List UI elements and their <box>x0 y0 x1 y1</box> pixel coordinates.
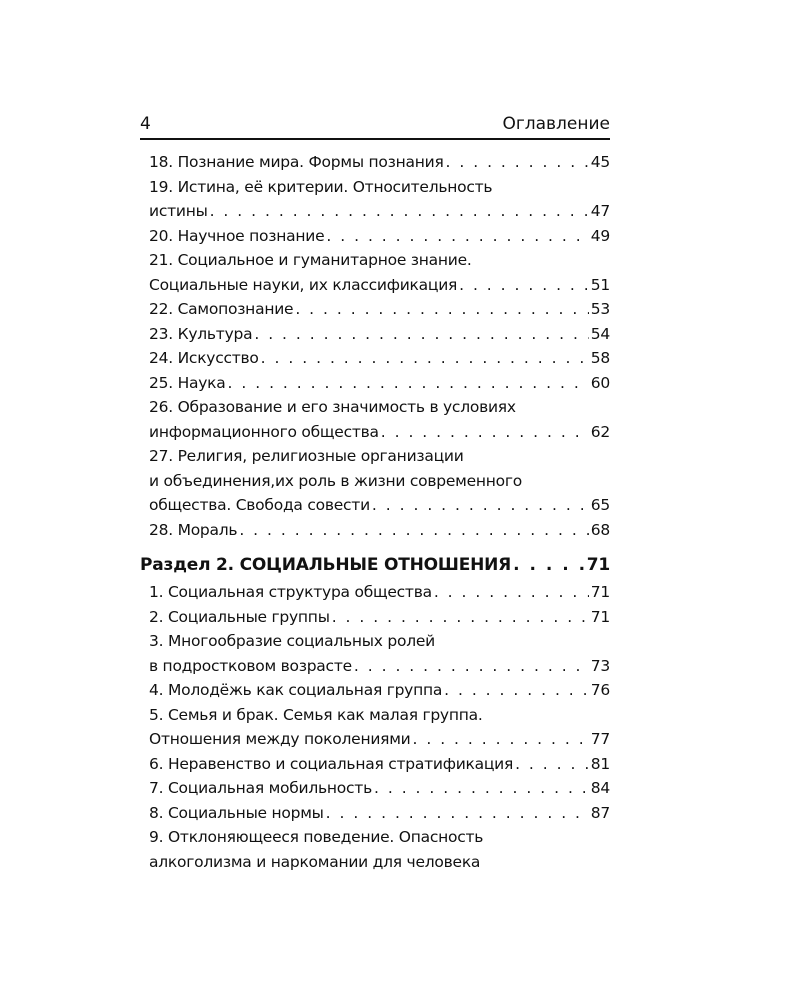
toc-page-number: 84 <box>590 779 610 797</box>
toc-entry-title: алкоголизма и наркомании для человека <box>149 852 481 871</box>
toc-entry[interactable] <box>149 580 610 605</box>
toc-entry-title: истины <box>149 202 208 220</box>
dot-leader <box>513 552 585 578</box>
toc-entry[interactable] <box>149 629 610 678</box>
toc-entry[interactable] <box>149 297 610 322</box>
toc-page-number: 81 <box>590 754 610 773</box>
toc-entry[interactable] <box>149 248 610 297</box>
dot-leader <box>381 420 589 445</box>
dot-leader <box>459 273 589 298</box>
toc-page-number: 51 <box>590 275 610 294</box>
dot-leader <box>413 727 589 752</box>
toc-page-number: 45 <box>590 153 610 171</box>
toc-page-number: 71 <box>590 607 610 626</box>
toc-page-number: 76 <box>590 681 610 699</box>
toc-entry-title: 25. Наука <box>149 373 226 392</box>
book-page <box>140 110 610 874</box>
toc-entry-title: 19. Истина, её критерии. Относительность <box>149 177 493 196</box>
toc-entry-title: 7. Социальная мобильность <box>149 779 372 797</box>
toc-entry-title: 27. Религия, религиозные организации <box>149 447 464 465</box>
toc-entry-title: 21. Социальное и гуманитарное знание. <box>149 251 472 269</box>
toc-entry-title: 26. Образование и его значимость в условиях <box>149 398 516 416</box>
toc-page-number: 60 <box>590 373 610 392</box>
dot-leader <box>332 605 589 630</box>
dot-leader <box>261 346 589 371</box>
toc-entry-title: 22. Самопознание <box>149 300 294 318</box>
toc-entry[interactable] <box>149 678 610 703</box>
toc-entry-title: 9. Отклоняющееся поведение. Опасность <box>149 828 484 846</box>
toc-entry[interactable] <box>149 150 610 175</box>
toc-page-number: 71 <box>590 583 610 601</box>
toc-entry[interactable] <box>149 776 610 801</box>
toc-entry[interactable] <box>149 322 610 347</box>
running-title: Оглавление <box>502 114 610 134</box>
dot-leader <box>210 199 589 224</box>
toc-entry-title: 23. Культура <box>149 324 253 343</box>
dot-leader <box>326 224 588 249</box>
running-header <box>140 110 610 140</box>
toc-page-number: 65 <box>590 496 610 514</box>
dot-leader <box>374 776 589 801</box>
toc-section-heading[interactable] <box>140 552 610 578</box>
page-number: 4 <box>140 114 151 134</box>
toc-page-number: 62 <box>590 422 610 441</box>
toc-page-number: 71 <box>586 555 610 575</box>
dot-leader <box>446 150 589 175</box>
dot-leader <box>239 518 588 543</box>
toc-page-number: 58 <box>590 349 610 367</box>
toc-entry[interactable] <box>149 175 610 224</box>
dot-leader <box>254 322 588 347</box>
toc-entry-title: информационного общества <box>149 422 379 441</box>
toc-entry-title: Отношения между поколениями <box>149 730 411 748</box>
toc-entry-title: 20. Научное познание <box>149 226 325 245</box>
toc-entry-title: 6. Неравенство и социальная стратификация <box>149 754 514 773</box>
toc-page-number: 54 <box>590 324 610 343</box>
toc-entry[interactable] <box>149 605 610 630</box>
toc-entry-title: в подростковом возрасте <box>149 656 352 675</box>
toc-entry-title: 5. Семья и брак. Семья как малая группа. <box>149 705 483 724</box>
toc-page-number: 47 <box>590 202 610 220</box>
toc-page-number: 77 <box>590 730 610 748</box>
table-of-contents <box>140 150 610 874</box>
toc-entry-title: Социальные науки, их классификация <box>149 275 458 294</box>
toc-entry[interactable] <box>149 371 610 396</box>
toc-page-number: 53 <box>590 300 610 318</box>
toc-entry-title: Раздел 2. СОЦИАЛЬНЫЕ ОТНОШЕНИЯ <box>140 555 512 575</box>
toc-entry-title: 24. Искусство <box>149 349 259 367</box>
dot-leader <box>444 678 589 703</box>
toc-entry-title: 2. Социальные группы <box>149 607 330 626</box>
toc-entry[interactable] <box>149 395 610 444</box>
toc-entry-title: 28. Мораль <box>149 520 238 539</box>
toc-entry-title: и объединения,их роль в жизни современного <box>149 471 523 490</box>
toc-entry-title: общества. Свобода совести <box>149 496 370 514</box>
toc-entry[interactable] <box>149 752 610 777</box>
toc-entry-title: 1. Социальная структура общества <box>149 583 432 601</box>
toc-entry-title: 8. Социальные нормы <box>149 803 324 822</box>
dot-leader <box>515 752 589 777</box>
toc-page-number: 68 <box>590 520 610 539</box>
dot-leader <box>354 654 589 679</box>
toc-entry[interactable] <box>149 346 610 371</box>
toc-entry-title: 3. Многообразие социальных ролей <box>149 632 435 650</box>
toc-page-number: 49 <box>590 226 610 245</box>
toc-entry[interactable] <box>149 825 610 874</box>
dot-leader <box>372 493 589 518</box>
dot-leader <box>295 297 588 322</box>
toc-page-number: 73 <box>590 656 610 675</box>
toc-entry[interactable] <box>149 444 610 518</box>
toc-page-number: 87 <box>590 803 610 822</box>
toc-entry[interactable] <box>149 703 610 752</box>
toc-entry[interactable] <box>149 801 610 826</box>
toc-entry-title: 18. Познание мира. Формы познания <box>149 153 444 171</box>
dot-leader <box>434 580 589 605</box>
dot-leader <box>228 371 589 396</box>
dot-leader <box>326 801 589 826</box>
toc-entry-title: 4. Молодёжь как социальная группа <box>149 681 443 699</box>
toc-entry[interactable] <box>149 224 610 249</box>
toc-entry[interactable] <box>149 518 610 543</box>
